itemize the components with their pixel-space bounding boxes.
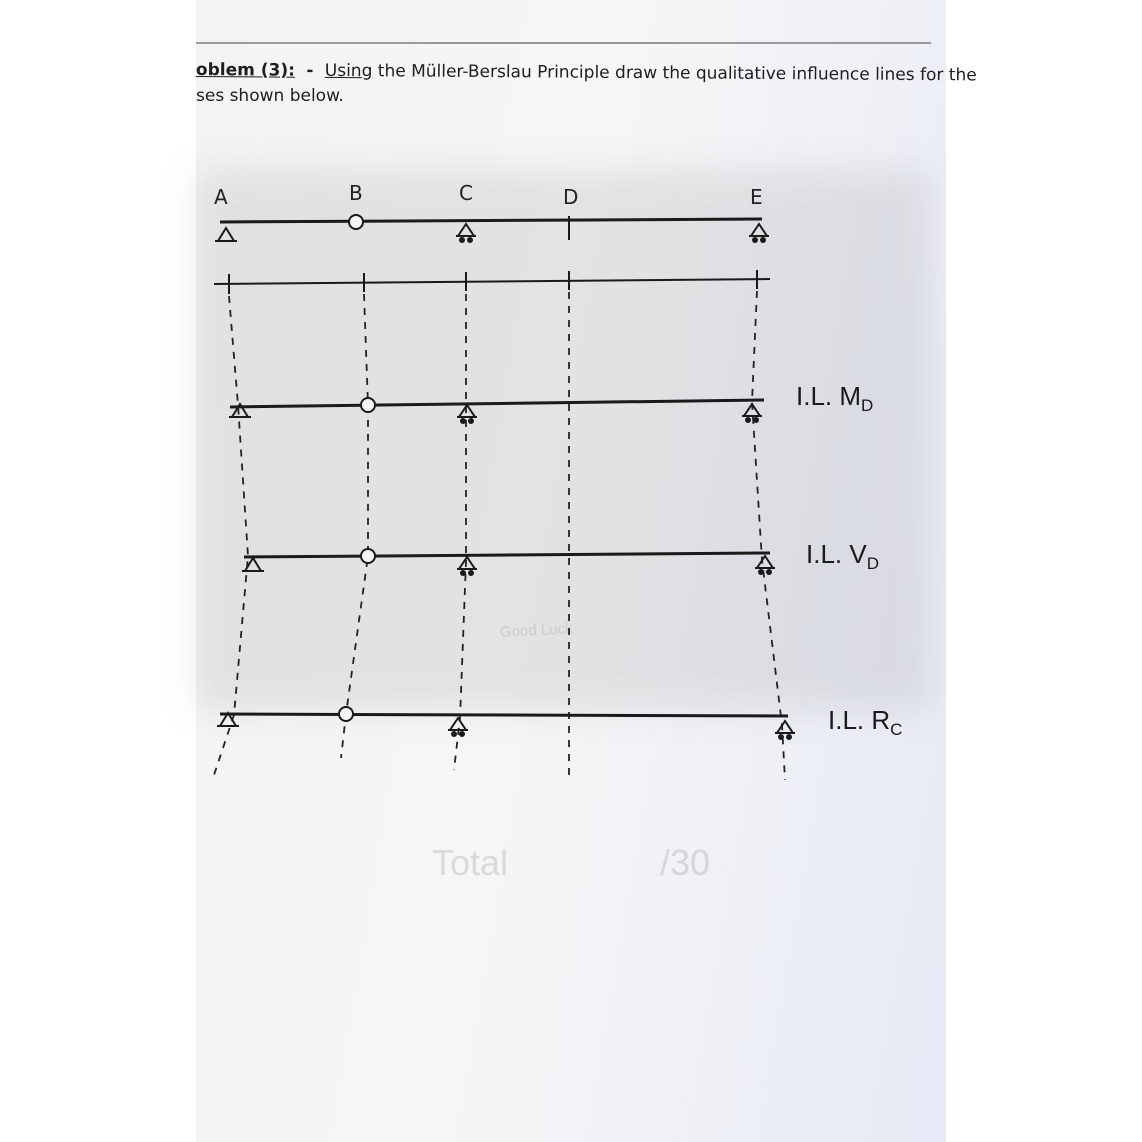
il-reaction-beam <box>217 707 795 740</box>
il-reaction-hinge-icon <box>339 707 353 721</box>
il-moment-prefix: I.L. M <box>796 381 862 411</box>
faint-total: Total <box>432 842 509 883</box>
pin-support-a-icon <box>215 228 237 241</box>
original-beam <box>215 215 769 243</box>
il-moment-hinge-icon <box>361 398 375 412</box>
projection-lines <box>214 291 785 780</box>
faint-score: /30 <box>660 842 711 883</box>
il-reaction-roller-e-icon <box>775 721 795 740</box>
il-reaction-prefix: I.L. R <box>828 705 891 735</box>
il-shear-hinge-icon <box>361 549 375 563</box>
problem-dash: - <box>306 60 314 81</box>
point-label-e: E <box>750 185 763 209</box>
il-moment-roller-c-icon <box>457 405 477 424</box>
point-label-d: D <box>563 185 579 209</box>
il-moment-beam <box>229 398 764 424</box>
il-shear-roller-e-icon <box>755 556 775 575</box>
point-label-c: C <box>459 181 473 205</box>
il-shear-prefix: I.L. V <box>806 539 867 569</box>
point-label-a: A <box>214 185 228 209</box>
il-shear-pin-icon <box>242 558 264 571</box>
roller-support-c-icon <box>456 224 476 243</box>
problem-text-underlined: Using <box>324 60 373 82</box>
problem-number: oblem (3): <box>195 60 296 81</box>
problem-text: the Müller-Berslau Principle draw the qualitative influence lines for the <box>372 61 977 86</box>
point-label-b: B <box>349 181 363 205</box>
il-reaction-sub: C <box>890 720 903 739</box>
hinge-b-icon <box>349 215 363 229</box>
il-shear-beam <box>242 549 775 576</box>
reference-axis <box>214 270 770 294</box>
faint-good-luck: Good Luck <box>499 620 573 641</box>
roller-support-e-icon <box>749 224 769 243</box>
problem-statement-line2: ses shown below. <box>196 86 344 106</box>
il-moment-sub: D <box>861 396 874 415</box>
il-shear-roller-c-icon <box>457 557 477 576</box>
il-shear-sub: D <box>866 554 879 573</box>
